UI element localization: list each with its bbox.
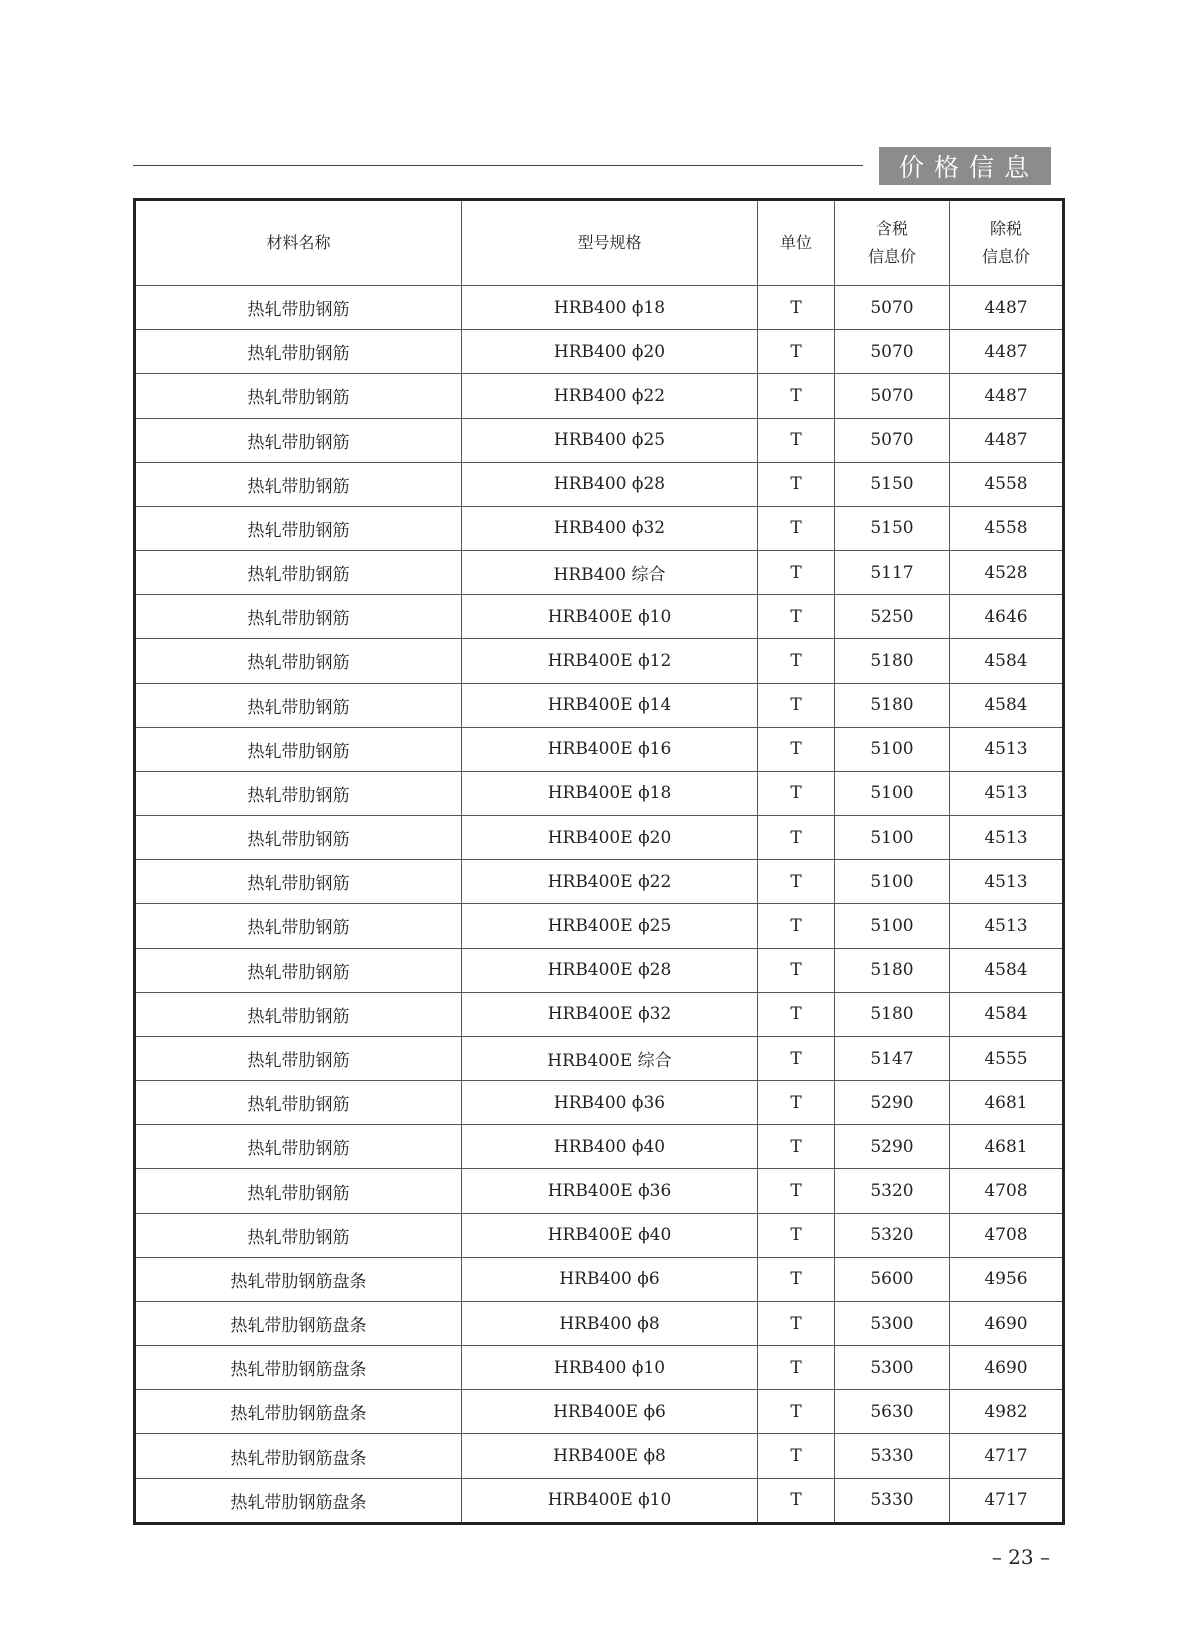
cell-spec: HRB400E ϕ16 bbox=[462, 727, 758, 771]
cell-spec: HRB400E ϕ10 bbox=[462, 595, 758, 639]
cell-spec: HRB400 ϕ32 bbox=[462, 506, 758, 550]
cell-material-name: 热轧带肋钢筋 bbox=[135, 1213, 462, 1257]
header-price-with-tax-line2: 信息价 bbox=[867, 247, 916, 266]
table-row bbox=[135, 948, 1064, 992]
table-row bbox=[135, 1478, 1064, 1523]
cell-material-name: 热轧带肋钢筋盘条 bbox=[135, 1478, 462, 1523]
table-row bbox=[135, 904, 1064, 948]
cell-unit: T bbox=[758, 595, 835, 639]
header-unit: 单位 bbox=[758, 200, 835, 286]
table-row bbox=[135, 683, 1064, 727]
cell-price-without-tax: 4584 bbox=[950, 992, 1064, 1036]
cell-unit: T bbox=[758, 992, 835, 1036]
cell-spec: HRB400 ϕ28 bbox=[462, 462, 758, 506]
cell-material-name: 热轧带肋钢筋 bbox=[135, 595, 462, 639]
cell-material-name: 热轧带肋钢筋 bbox=[135, 816, 462, 860]
cell-unit: T bbox=[758, 1478, 835, 1523]
cell-price-with-tax: 5180 bbox=[835, 639, 950, 683]
cell-spec: HRB400 ϕ20 bbox=[462, 330, 758, 374]
cell-material-name: 热轧带肋钢筋 bbox=[135, 374, 462, 418]
cell-price-with-tax: 5300 bbox=[835, 1346, 950, 1390]
cell-material-name: 热轧带肋钢筋 bbox=[135, 904, 462, 948]
cell-price-with-tax: 5290 bbox=[835, 1081, 950, 1125]
cell-price-with-tax: 5070 bbox=[835, 286, 950, 330]
cell-price-with-tax: 5117 bbox=[835, 551, 950, 595]
cell-unit: T bbox=[758, 374, 835, 418]
cell-material-name: 热轧带肋钢筋 bbox=[135, 1081, 462, 1125]
cell-price-without-tax: 4555 bbox=[950, 1036, 1064, 1080]
cell-material-name: 热轧带肋钢筋 bbox=[135, 860, 462, 904]
cell-price-with-tax: 5300 bbox=[835, 1301, 950, 1345]
cell-price-without-tax: 4558 bbox=[950, 462, 1064, 506]
cell-price-without-tax: 4558 bbox=[950, 506, 1064, 550]
cell-price-without-tax: 4717 bbox=[950, 1434, 1064, 1478]
cell-unit: T bbox=[758, 286, 835, 330]
cell-price-with-tax: 5180 bbox=[835, 948, 950, 992]
table-row bbox=[135, 506, 1064, 550]
table-row bbox=[135, 595, 1064, 639]
cell-price-without-tax: 4487 bbox=[950, 374, 1064, 418]
table-row bbox=[135, 860, 1064, 904]
cell-price-without-tax: 4646 bbox=[950, 595, 1064, 639]
cell-material-name: 热轧带肋钢筋 bbox=[135, 948, 462, 992]
table-row bbox=[135, 1125, 1064, 1169]
table-row bbox=[135, 727, 1064, 771]
cell-price-without-tax: 4717 bbox=[950, 1478, 1064, 1523]
cell-unit: T bbox=[758, 551, 835, 595]
cell-material-name: 热轧带肋钢筋 bbox=[135, 462, 462, 506]
cell-spec: HRB400E ϕ18 bbox=[462, 771, 758, 815]
cell-material-name: 热轧带肋钢筋 bbox=[135, 506, 462, 550]
table-row bbox=[135, 551, 1064, 595]
header-material-name: 材料名称 bbox=[135, 200, 462, 286]
cell-material-name: 热轧带肋钢筋盘条 bbox=[135, 1390, 462, 1434]
cell-spec: HRB400E 综合 bbox=[462, 1036, 758, 1080]
cell-spec: HRB400E ϕ6 bbox=[462, 1390, 758, 1434]
cell-unit: T bbox=[758, 1390, 835, 1434]
cell-material-name: 热轧带肋钢筋 bbox=[135, 992, 462, 1036]
header-price-with-tax-line1: 含税 bbox=[875, 219, 908, 238]
cell-price-without-tax: 4956 bbox=[950, 1257, 1064, 1301]
cell-price-with-tax: 5150 bbox=[835, 506, 950, 550]
cell-material-name: 热轧带肋钢筋 bbox=[135, 683, 462, 727]
cell-price-with-tax: 5147 bbox=[835, 1036, 950, 1080]
cell-spec: HRB400E ϕ36 bbox=[462, 1169, 758, 1213]
table-row bbox=[135, 330, 1064, 374]
header-rule bbox=[133, 165, 863, 166]
cell-price-without-tax: 4487 bbox=[950, 330, 1064, 374]
cell-price-without-tax: 4690 bbox=[950, 1301, 1064, 1345]
table-row bbox=[135, 462, 1064, 506]
cell-spec: HRB400 ϕ10 bbox=[462, 1346, 758, 1390]
cell-price-with-tax: 5070 bbox=[835, 374, 950, 418]
cell-price-with-tax: 5100 bbox=[835, 860, 950, 904]
cell-unit: T bbox=[758, 771, 835, 815]
cell-material-name: 热轧带肋钢筋 bbox=[135, 1169, 462, 1213]
cell-unit: T bbox=[758, 816, 835, 860]
cell-price-without-tax: 4708 bbox=[950, 1169, 1064, 1213]
cell-material-name: 热轧带肋钢筋盘条 bbox=[135, 1346, 462, 1390]
cell-material-name: 热轧带肋钢筋 bbox=[135, 286, 462, 330]
cell-price-with-tax: 5320 bbox=[835, 1169, 950, 1213]
cell-spec: HRB400E ϕ20 bbox=[462, 816, 758, 860]
cell-price-with-tax: 5100 bbox=[835, 904, 950, 948]
cell-price-with-tax: 5180 bbox=[835, 992, 950, 1036]
cell-spec: HRB400E ϕ40 bbox=[462, 1213, 758, 1257]
cell-material-name: 热轧带肋钢筋 bbox=[135, 1036, 462, 1080]
table-row bbox=[135, 1434, 1064, 1478]
table-header-row bbox=[135, 200, 1064, 286]
table-row bbox=[135, 992, 1064, 1036]
header-spec: 型号规格 bbox=[462, 200, 758, 286]
cell-spec: HRB400E ϕ14 bbox=[462, 683, 758, 727]
cell-spec: HRB400 综合 bbox=[462, 551, 758, 595]
table-row bbox=[135, 1346, 1064, 1390]
cell-price-without-tax: 4584 bbox=[950, 639, 1064, 683]
cell-material-name: 热轧带肋钢筋 bbox=[135, 1125, 462, 1169]
table-row bbox=[135, 286, 1064, 330]
cell-price-without-tax: 4982 bbox=[950, 1390, 1064, 1434]
cell-spec: HRB400E ϕ32 bbox=[462, 992, 758, 1036]
cell-unit: T bbox=[758, 1257, 835, 1301]
cell-spec: HRB400E ϕ10 bbox=[462, 1478, 758, 1523]
cell-price-without-tax: 4690 bbox=[950, 1346, 1064, 1390]
table-body bbox=[135, 286, 1064, 1524]
table-row bbox=[135, 1257, 1064, 1301]
table-row bbox=[135, 771, 1064, 815]
cell-unit: T bbox=[758, 1036, 835, 1080]
cell-price-without-tax: 4584 bbox=[950, 948, 1064, 992]
cell-unit: T bbox=[758, 639, 835, 683]
cell-unit: T bbox=[758, 1301, 835, 1345]
cell-price-without-tax: 4681 bbox=[950, 1125, 1064, 1169]
cell-price-without-tax: 4487 bbox=[950, 418, 1064, 462]
cell-unit: T bbox=[758, 1346, 835, 1390]
cell-unit: T bbox=[758, 418, 835, 462]
cell-unit: T bbox=[758, 1125, 835, 1169]
cell-spec: HRB400 ϕ8 bbox=[462, 1301, 758, 1345]
cell-material-name: 热轧带肋钢筋 bbox=[135, 639, 462, 683]
cell-material-name: 热轧带肋钢筋 bbox=[135, 727, 462, 771]
cell-price-with-tax: 5330 bbox=[835, 1478, 950, 1523]
table-row bbox=[135, 639, 1064, 683]
cell-spec: HRB400 ϕ25 bbox=[462, 418, 758, 462]
cell-unit: T bbox=[758, 1081, 835, 1125]
cell-unit: T bbox=[758, 1434, 835, 1478]
table-row bbox=[135, 1169, 1064, 1213]
cell-price-without-tax: 4708 bbox=[950, 1213, 1064, 1257]
cell-spec: HRB400E ϕ22 bbox=[462, 860, 758, 904]
cell-price-without-tax: 4513 bbox=[950, 904, 1064, 948]
cell-material-name: 热轧带肋钢筋盘条 bbox=[135, 1434, 462, 1478]
cell-price-without-tax: 4513 bbox=[950, 771, 1064, 815]
cell-material-name: 热轧带肋钢筋盘条 bbox=[135, 1257, 462, 1301]
section-title: 价格信息 bbox=[879, 147, 1051, 185]
table-row bbox=[135, 418, 1064, 462]
cell-unit: T bbox=[758, 904, 835, 948]
table-row bbox=[135, 374, 1064, 418]
cell-price-with-tax: 5150 bbox=[835, 462, 950, 506]
cell-price-with-tax: 5100 bbox=[835, 771, 950, 815]
cell-unit: T bbox=[758, 1169, 835, 1213]
cell-price-with-tax: 5100 bbox=[835, 816, 950, 860]
cell-spec: HRB400 ϕ36 bbox=[462, 1081, 758, 1125]
cell-price-with-tax: 5630 bbox=[835, 1390, 950, 1434]
cell-material-name: 热轧带肋钢筋 bbox=[135, 771, 462, 815]
table-row bbox=[135, 1301, 1064, 1345]
cell-price-without-tax: 4584 bbox=[950, 683, 1064, 727]
cell-spec: HRB400 ϕ22 bbox=[462, 374, 758, 418]
cell-spec: HRB400E ϕ8 bbox=[462, 1434, 758, 1478]
cell-unit: T bbox=[758, 1213, 835, 1257]
cell-price-with-tax: 5330 bbox=[835, 1434, 950, 1478]
cell-spec: HRB400 ϕ40 bbox=[462, 1125, 758, 1169]
cell-price-with-tax: 5290 bbox=[835, 1125, 950, 1169]
cell-material-name: 热轧带肋钢筋 bbox=[135, 418, 462, 462]
cell-price-without-tax: 4513 bbox=[950, 816, 1064, 860]
cell-material-name: 热轧带肋钢筋 bbox=[135, 330, 462, 374]
cell-unit: T bbox=[758, 860, 835, 904]
price-table bbox=[133, 198, 1065, 1525]
table-row bbox=[135, 1213, 1064, 1257]
cell-price-without-tax: 4513 bbox=[950, 860, 1064, 904]
cell-material-name: 热轧带肋钢筋 bbox=[135, 551, 462, 595]
table-row bbox=[135, 816, 1064, 860]
table-row bbox=[135, 1036, 1064, 1080]
cell-unit: T bbox=[758, 683, 835, 727]
cell-unit: T bbox=[758, 330, 835, 374]
cell-unit: T bbox=[758, 948, 835, 992]
cell-spec: HRB400E ϕ25 bbox=[462, 904, 758, 948]
cell-price-with-tax: 5070 bbox=[835, 330, 950, 374]
cell-spec: HRB400E ϕ12 bbox=[462, 639, 758, 683]
cell-price-with-tax: 5320 bbox=[835, 1213, 950, 1257]
header-price-without-tax bbox=[950, 200, 1064, 286]
cell-spec: HRB400E ϕ28 bbox=[462, 948, 758, 992]
cell-price-with-tax: 5180 bbox=[835, 683, 950, 727]
cell-price-with-tax: 5100 bbox=[835, 727, 950, 771]
cell-unit: T bbox=[758, 462, 835, 506]
cell-price-with-tax: 5600 bbox=[835, 1257, 950, 1301]
cell-spec: HRB400 ϕ18 bbox=[462, 286, 758, 330]
cell-price-without-tax: 4681 bbox=[950, 1081, 1064, 1125]
header-price-without-tax-line2: 信息价 bbox=[981, 247, 1030, 266]
cell-price-without-tax: 4487 bbox=[950, 286, 1064, 330]
cell-material-name: 热轧带肋钢筋盘条 bbox=[135, 1301, 462, 1345]
page-number: – 23 – bbox=[991, 1545, 1050, 1569]
cell-unit: T bbox=[758, 506, 835, 550]
cell-spec: HRB400 ϕ6 bbox=[462, 1257, 758, 1301]
cell-price-with-tax: 5070 bbox=[835, 418, 950, 462]
table-row bbox=[135, 1390, 1064, 1434]
cell-price-without-tax: 4513 bbox=[950, 727, 1064, 771]
cell-unit: T bbox=[758, 727, 835, 771]
header-price-without-tax-line1: 除税 bbox=[989, 219, 1022, 238]
cell-price-with-tax: 5250 bbox=[835, 595, 950, 639]
cell-price-without-tax: 4528 bbox=[950, 551, 1064, 595]
header-price-with-tax bbox=[835, 200, 950, 286]
table-row bbox=[135, 1081, 1064, 1125]
